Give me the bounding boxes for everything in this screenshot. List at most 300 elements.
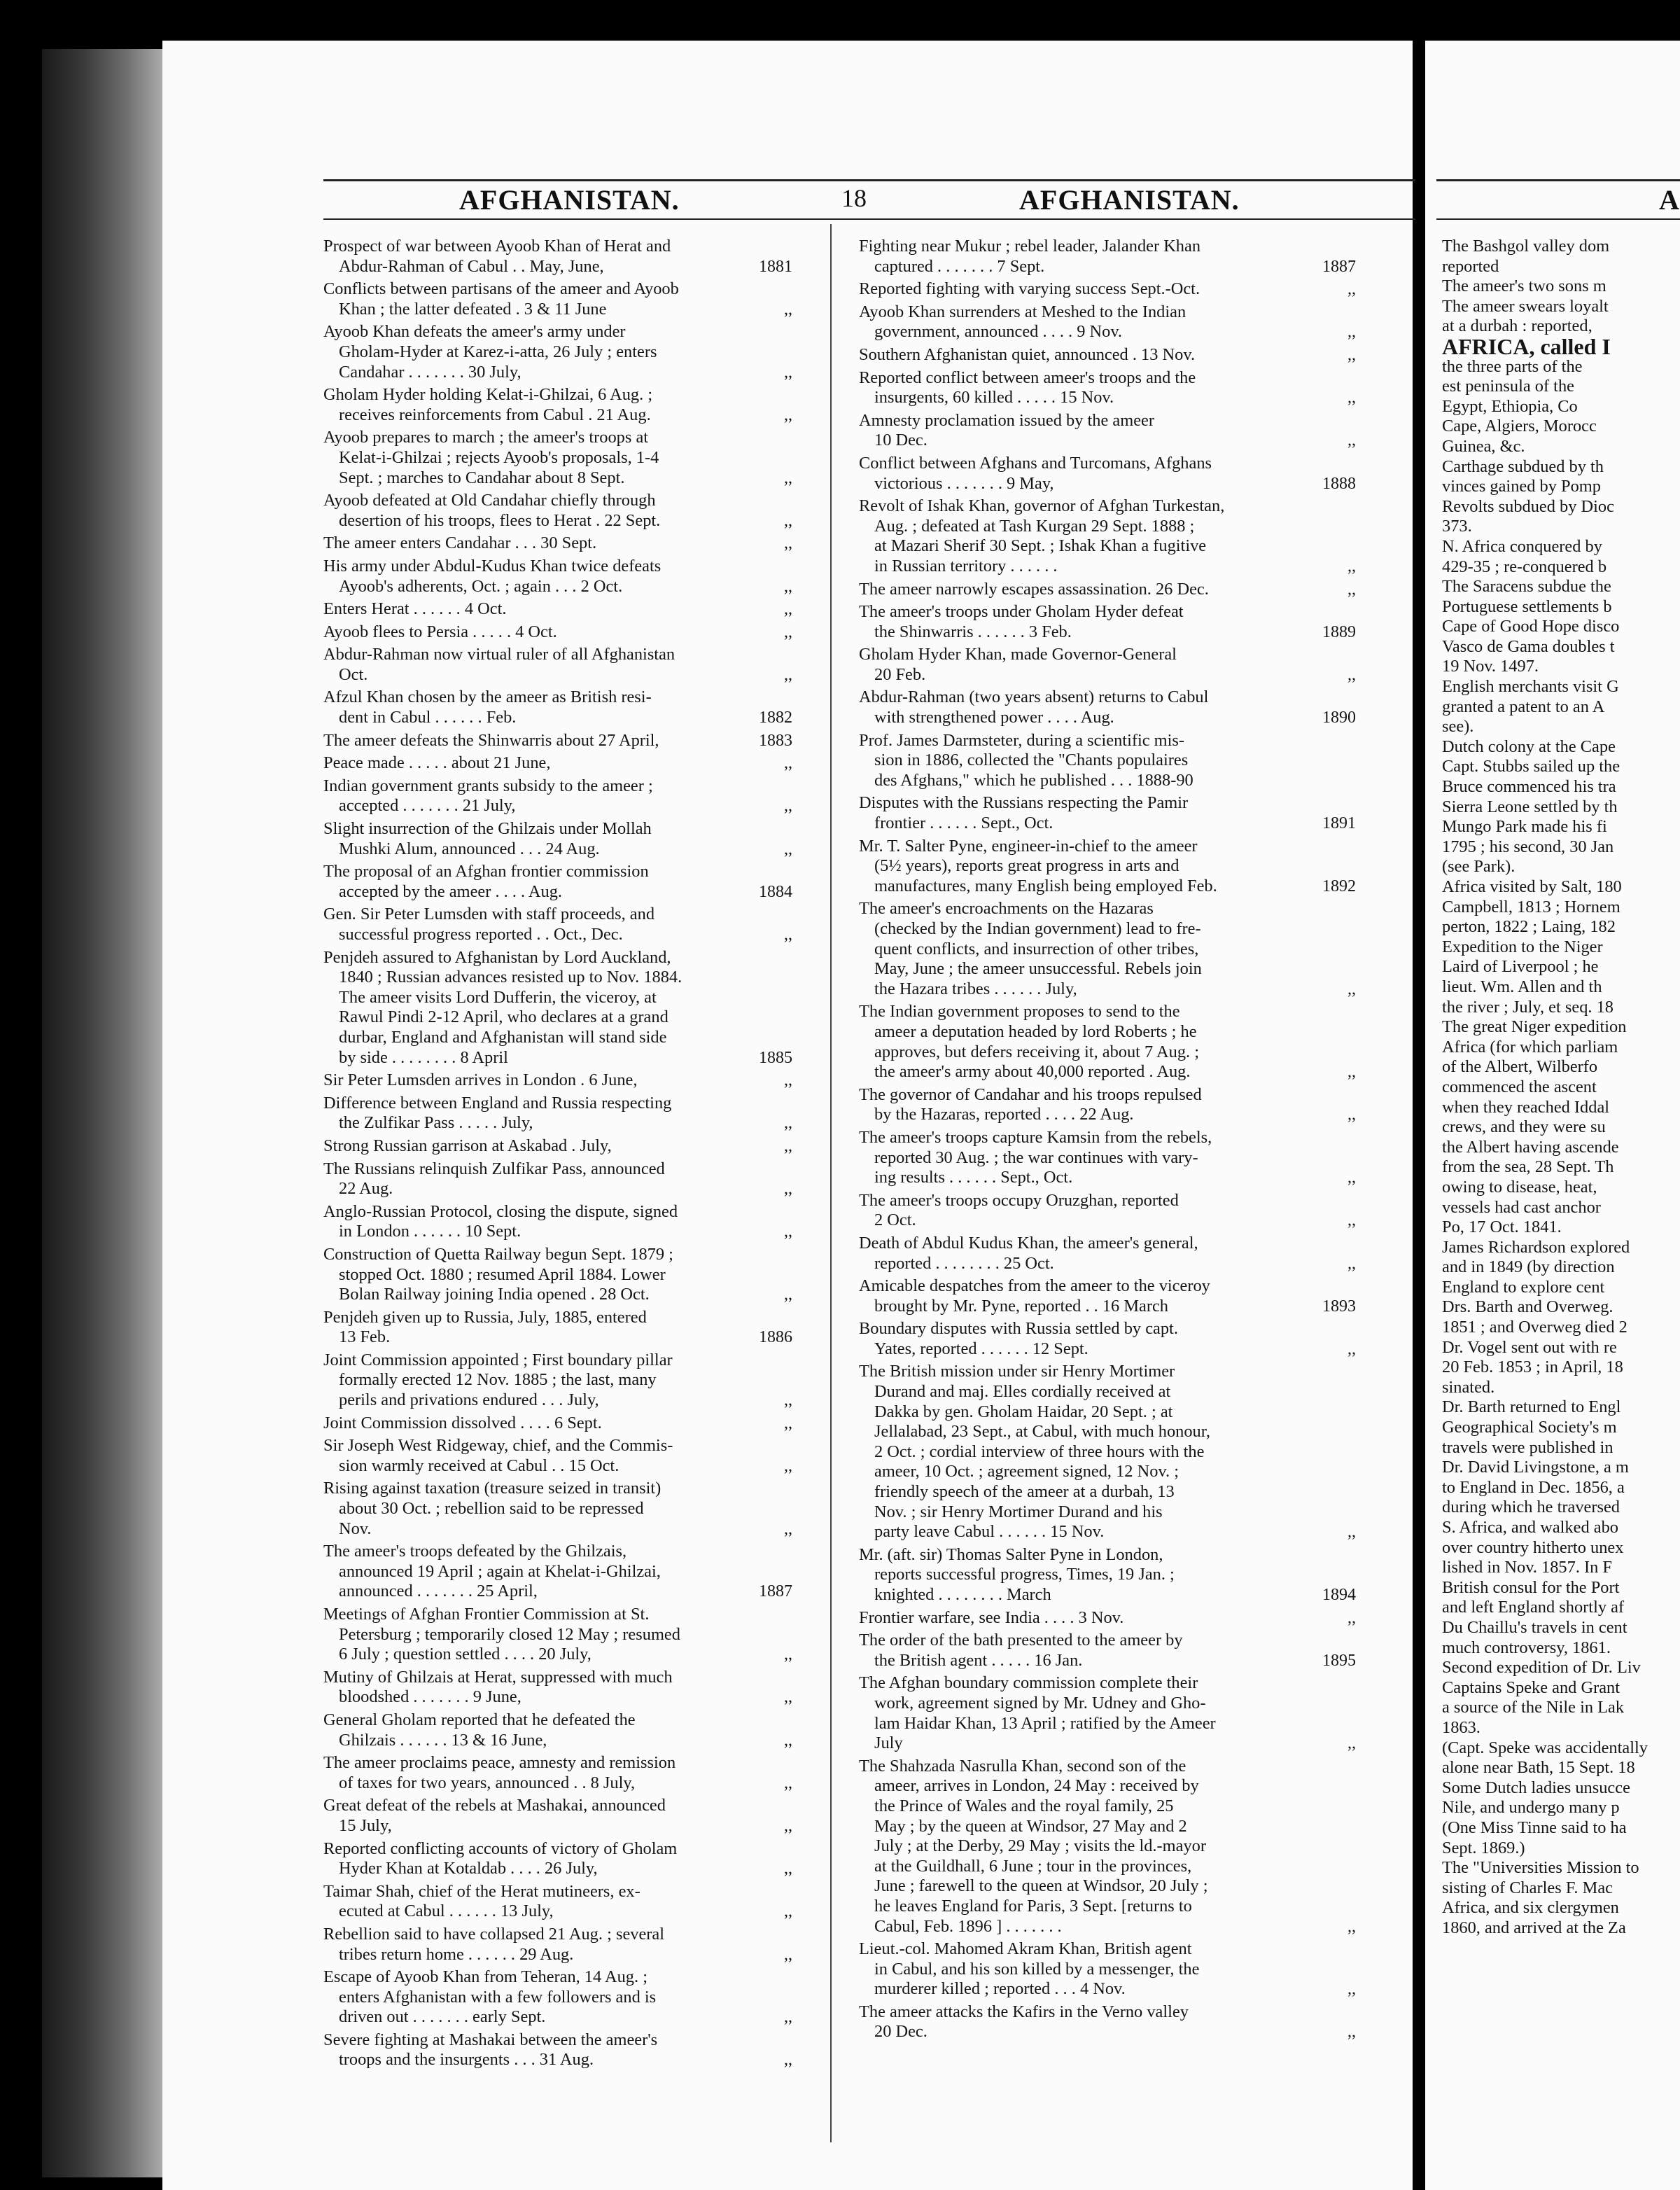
entry-line xyxy=(859,1979,1356,2000)
partial-line xyxy=(1442,757,1680,777)
entry-year: 1884 xyxy=(759,882,792,901)
partial-text: granted a patent to an A xyxy=(1442,697,1605,716)
entry-line xyxy=(323,1390,792,1411)
entry-line xyxy=(859,1565,1356,1585)
entry-text: 13 Feb. xyxy=(339,1327,391,1347)
entry-line xyxy=(323,491,792,511)
chronology-entry xyxy=(323,491,792,531)
chronology-entry xyxy=(323,776,792,816)
chronology-entry xyxy=(323,1967,792,2028)
partial-line xyxy=(1442,717,1680,737)
entry-line xyxy=(323,1519,792,1540)
entry-text: The order of the bath presented to the ameer by xyxy=(859,1631,1183,1650)
partial-text: Second expedition of Dr. Liv xyxy=(1442,1658,1641,1678)
entry-year: 1881 xyxy=(759,257,792,276)
entry-year: ,, xyxy=(1348,431,1356,450)
entry-year: ,, xyxy=(1348,1254,1356,1273)
partial-text: (Capt. Speke was accidentally xyxy=(1442,1738,1648,1757)
chronology-entry xyxy=(859,602,1356,642)
entry-text: The ameer's troops under Gholam Hyder defeat xyxy=(859,602,1184,622)
partial-line xyxy=(1442,1117,1680,1138)
entry-text: enters Afghanistan with a few followers and is xyxy=(339,1987,657,2007)
chronology-entry xyxy=(323,237,792,277)
entry-text: The governor of Candahar and his troops repulsed xyxy=(859,1084,1202,1104)
entry-year: ,, xyxy=(1348,1063,1356,1082)
partial-line xyxy=(1442,537,1680,557)
entry-text: (checked by the Indian government) lead to fre- xyxy=(874,919,1201,938)
partial-line xyxy=(1442,1278,1680,1298)
partial-text: and left England shortly af xyxy=(1442,1598,1625,1617)
chronology-entry xyxy=(323,1668,792,1708)
entry-line xyxy=(323,1967,792,1988)
entry-line xyxy=(323,363,792,383)
entry-text: Difference between England and Russia respecting xyxy=(323,1093,672,1113)
entry-text: approves, but defers receiving it, about 7 Aug. ; xyxy=(874,1042,1199,1061)
entry-line xyxy=(859,2002,1356,2023)
partial-text: British consul for the Port xyxy=(1442,1577,1620,1597)
entry-text: Amnesty proclamation issued by the ameer xyxy=(859,410,1154,430)
entry-text: The Afghan boundary commission complete their xyxy=(859,1673,1198,1693)
entry-line xyxy=(859,1382,1356,1402)
header-rule-bottom xyxy=(323,218,1415,220)
partial-line xyxy=(1442,1538,1680,1558)
partial-text: 20 Feb. 1853 ; in April, 18 xyxy=(1442,1358,1623,1377)
partial-text: the three parts of the xyxy=(1442,356,1583,376)
entry-text: The Russians relinquish Zulfikar Pass, announced xyxy=(323,1159,665,1178)
partial-text: of the Albert, Wilberfo xyxy=(1442,1057,1598,1077)
entry-line xyxy=(859,431,1356,451)
entry-text: of taxes for two years, announced . . 8 July, xyxy=(339,1773,636,1792)
entry-year: ,, xyxy=(784,300,792,319)
chronology-entry xyxy=(859,1545,1356,1605)
entry-text: sion in 1886, collected the "Chants populaires xyxy=(874,751,1189,770)
chronology-entry xyxy=(859,837,1356,897)
entry-text: 2 Oct. xyxy=(874,1211,916,1230)
entry-year: ,, xyxy=(1348,2023,1356,2042)
partial-text: vessels had cast anchor xyxy=(1442,1197,1601,1217)
entry-text: The ameer enters Candahar . . . 30 Sept. xyxy=(323,533,597,553)
entry-line xyxy=(323,688,792,708)
book-binding xyxy=(42,49,182,2177)
partial-text: N. Africa conquered by xyxy=(1442,536,1602,556)
entry-year: ,, xyxy=(784,797,792,816)
entry-year: 1888 xyxy=(1322,474,1356,493)
chronology-entry xyxy=(859,1608,1356,1628)
chronology-entry xyxy=(859,345,1356,365)
entry-line xyxy=(323,448,792,468)
chronology-entry xyxy=(323,1202,792,1242)
entry-text: Southern Afghanistan quiet, announced . 13 Nov. xyxy=(859,344,1196,364)
entry-year: ,, xyxy=(784,363,792,382)
chronology-entry xyxy=(323,645,792,685)
partial-text: James Richardson explored xyxy=(1442,1237,1630,1257)
entry-line xyxy=(859,1757,1356,1777)
partial-line xyxy=(1442,1138,1680,1158)
entry-line xyxy=(323,1542,792,1562)
entry-line xyxy=(859,1442,1356,1463)
entry-line xyxy=(323,385,792,405)
partial-text: The Saracens subdue the xyxy=(1442,577,1611,597)
partial-text: Laird of Liverpool ; he xyxy=(1442,957,1599,977)
partial-text: sinated. xyxy=(1442,1377,1495,1397)
entry-year: ,, xyxy=(784,2051,792,2070)
entry-line xyxy=(323,511,792,531)
entry-line xyxy=(859,1734,1356,1754)
entry-text: announced . . . . . . . 25 April, xyxy=(339,1582,538,1601)
partial-line xyxy=(1442,1418,1680,1438)
entry-line xyxy=(859,622,1356,643)
partial-text: Some Dutch ladies unsucce xyxy=(1442,1778,1630,1797)
entry-line xyxy=(859,1148,1356,1169)
entry-text: 6 July ; question settled . . . . 20 July, xyxy=(339,1645,592,1664)
entry-line xyxy=(859,665,1356,685)
chronology-entry xyxy=(323,1479,792,1539)
chronology-entry xyxy=(323,1094,792,1134)
entry-year: ,, xyxy=(784,622,792,641)
partial-text: 1851 ; and Overweg died 2 xyxy=(1442,1318,1628,1337)
partial-line xyxy=(1442,977,1680,998)
partial-text: reported xyxy=(1442,256,1499,276)
entry-line xyxy=(323,968,792,988)
partial-text: and in 1849 (by direction xyxy=(1442,1257,1615,1277)
entry-line xyxy=(323,645,792,665)
partial-line xyxy=(1442,417,1680,437)
chronology-entry xyxy=(859,899,1356,999)
entry-text: Strong Russian garrison at Askabad . July, xyxy=(323,1136,612,1155)
partial-line xyxy=(1442,1638,1680,1659)
partial-line xyxy=(1442,657,1680,677)
entry-year: ,, xyxy=(784,1645,792,1664)
entry-line xyxy=(859,793,1356,814)
entry-text: insurgents, 60 killed . . . . . 15 Nov. xyxy=(874,388,1114,407)
partial-text: English merchants visit G xyxy=(1442,677,1619,697)
entry-line xyxy=(323,257,792,277)
entry-line xyxy=(859,1297,1356,1317)
entry-text: in Russian territory . . . . . . xyxy=(874,556,1058,576)
entry-text: announced 19 April ; again at Khelat-i-Ghilzai, xyxy=(339,1561,661,1581)
entry-year: ,, xyxy=(784,926,792,944)
entry-text: Ayoob's adherents, Oct. ; again . . . 2 Oct. xyxy=(339,576,623,596)
partial-text: Vasco de Gama doubles t xyxy=(1442,636,1615,656)
entry-text: July xyxy=(874,1734,903,1753)
entry-text: Nov. ; sir Henry Mortimer Durand and his xyxy=(874,1502,1163,1521)
entry-line xyxy=(323,1159,792,1180)
chronology-entry xyxy=(323,385,792,425)
entry-year: ,, xyxy=(784,839,792,858)
entry-line xyxy=(323,796,792,816)
chronology-entry xyxy=(323,948,792,1068)
page-number: 18 xyxy=(841,184,867,212)
entry-year: ,, xyxy=(784,665,792,684)
entry-year: ,, xyxy=(1348,280,1356,299)
entry-text: Ayoob Khan surrenders at Meshed to the Indian xyxy=(859,302,1186,321)
entry-text: dent in Cabul . . . . . . Feb. xyxy=(339,708,517,727)
entry-line xyxy=(859,345,1356,365)
entry-line xyxy=(323,1179,792,1199)
partial-line xyxy=(1442,737,1680,758)
entry-line xyxy=(859,837,1356,857)
chronology-entry xyxy=(323,1070,792,1091)
partial-text: (see Park). xyxy=(1442,857,1516,877)
entry-line xyxy=(859,1362,1356,1382)
entry-line xyxy=(323,1582,792,1602)
entry-text: Conflicts between partisans of the ameer and Ayoob xyxy=(323,279,679,299)
partial-line xyxy=(1442,1397,1680,1418)
entry-year: 1893 xyxy=(1322,1297,1356,1316)
chronology-entry xyxy=(323,1796,792,1836)
chronology-entry xyxy=(859,1319,1356,1359)
chronology-entry xyxy=(859,1757,1356,1937)
entry-text: bloodshed . . . . . . . 9 June, xyxy=(339,1687,522,1707)
entry-year: ,, xyxy=(1348,979,1356,998)
chronology-entry xyxy=(859,1002,1356,1082)
entry-line xyxy=(859,877,1356,897)
entry-text: des Afghans," which he published . . . 1888-90 xyxy=(874,770,1194,790)
partial-line xyxy=(1442,677,1680,697)
partial-line xyxy=(1442,1798,1680,1818)
entry-line xyxy=(859,1022,1356,1042)
entry-text: Lieut.-col. Mahomed Akram Khan, British agent xyxy=(859,1939,1192,1959)
entry-line xyxy=(323,988,792,1008)
partial-text: Nile, and undergo many p xyxy=(1442,1798,1620,1818)
partial-text: see). xyxy=(1442,717,1474,737)
entry-text: Death of Abdul Kudus Khan, the ameer's general, xyxy=(859,1233,1198,1253)
entry-line xyxy=(323,2007,792,2028)
partial-line xyxy=(1442,1598,1680,1618)
middle-column xyxy=(859,237,1356,2042)
entry-year: ,, xyxy=(1348,1169,1356,1187)
partial-line xyxy=(1442,497,1680,517)
partial-line xyxy=(1442,1098,1680,1118)
entry-line xyxy=(859,1631,1356,1651)
entry-line xyxy=(323,1456,792,1477)
entry-line xyxy=(859,1817,1356,1837)
partial-line xyxy=(1442,1297,1680,1318)
entry-line xyxy=(859,1191,1356,1211)
entry-year: ,, xyxy=(1348,1106,1356,1124)
entry-year: ,, xyxy=(784,1180,792,1199)
chronology-entry xyxy=(323,731,792,751)
partial-text: The ameer swears loyalt xyxy=(1442,296,1609,316)
entry-year: ,, xyxy=(784,1456,792,1475)
entry-text: May, June ; the ameer unsuccessful. Rebels join xyxy=(874,959,1202,979)
entry-text: troops and the insurgents . . . 31 Aug. xyxy=(339,2050,594,2070)
entry-year: ,, xyxy=(1348,389,1356,407)
entry-text: the British agent . . . . . 16 Jan. xyxy=(874,1650,1083,1670)
partial-line xyxy=(1442,1758,1680,1778)
partial-line xyxy=(1442,998,1680,1018)
entry-line xyxy=(859,322,1356,342)
entry-line xyxy=(859,557,1356,577)
chronology-entry xyxy=(859,645,1356,685)
entry-text: Gholam Hyder Khan, made Governor-General xyxy=(859,645,1177,664)
entry-line xyxy=(859,411,1356,431)
partial-text: Carthage subdued by th xyxy=(1442,456,1604,476)
partial-text: Captains Speke and Grant xyxy=(1442,1678,1620,1697)
entry-line xyxy=(859,580,1356,600)
partial-line xyxy=(1442,277,1680,297)
entry-line xyxy=(323,1859,792,1879)
entry-text: successful progress reported . . Oct., Dec. xyxy=(339,925,623,944)
entry-text: victorious . . . . . . . 9 May, xyxy=(874,473,1054,493)
left-column xyxy=(323,237,792,2070)
entry-year: ,, xyxy=(784,754,792,773)
entry-year: ,, xyxy=(1348,1523,1356,1542)
entry-line xyxy=(859,1462,1356,1482)
chronology-entry xyxy=(859,454,1356,494)
entry-text: The ameer narrowly escapes assassination. 26 Dec. xyxy=(859,579,1209,599)
entry-text: government, announced . . . . 9 Nov. xyxy=(874,322,1123,342)
partial-line xyxy=(1442,1257,1680,1278)
entry-text: June ; farewell to the queen at Windsor, 20 July ; xyxy=(874,1876,1208,1896)
entry-line xyxy=(323,300,792,320)
entry-line xyxy=(323,342,792,363)
entry-line xyxy=(859,1836,1356,1857)
entry-line xyxy=(323,753,792,774)
entry-line xyxy=(859,1276,1356,1297)
partial-line xyxy=(1442,1518,1680,1538)
entry-text: Oct. xyxy=(339,664,368,684)
entry-line xyxy=(323,948,792,968)
next-page-header: A xyxy=(1659,184,1680,216)
partial-text: the Albert having ascende xyxy=(1442,1137,1619,1157)
entry-year: ,, xyxy=(1348,1917,1356,1936)
entry-line xyxy=(859,2022,1356,2042)
chronology-entry xyxy=(859,1128,1356,1188)
partial-text: Dr. Vogel sent out with re xyxy=(1442,1337,1617,1357)
partial-line xyxy=(1442,837,1680,858)
partial-text: 1860, and arrived at the Za xyxy=(1442,1918,1626,1937)
partial-line xyxy=(1442,1358,1680,1378)
entry-text: Mr. (aft. sir) Thomas Salter Pyne in London, xyxy=(859,1544,1163,1564)
chronology-entry xyxy=(323,428,792,488)
entry-text: he leaves England for Paris, 3 Sept. [returns to xyxy=(874,1896,1192,1916)
entry-line xyxy=(859,1128,1356,1148)
entry-year: ,, xyxy=(784,405,792,424)
chronology-entry xyxy=(859,279,1356,300)
entry-text: ing results . . . . . . Sept., Oct. xyxy=(874,1168,1073,1187)
entry-text: Durand and maj. Elles cordially received at xyxy=(874,1382,1171,1402)
entry-text: receives reinforcements from Cabul . 21 Aug. xyxy=(339,405,651,424)
partial-text: 429-35 ; re-conquered b xyxy=(1442,557,1607,576)
entry-text: Prospect of war between Ayoob Khan of Herat and xyxy=(323,237,671,256)
partial-text: 1795 ; his second, 30 Jan xyxy=(1442,837,1614,856)
partial-text: the river ; July, et seq. 18 xyxy=(1442,997,1614,1017)
entry-line xyxy=(323,2030,792,2051)
partial-line xyxy=(1442,1038,1680,1058)
partial-line xyxy=(1442,857,1680,877)
entry-line xyxy=(859,1876,1356,1897)
entry-line xyxy=(859,899,1356,919)
partial-text: during which he traversed xyxy=(1442,1498,1620,1517)
entry-year: 1883 xyxy=(759,731,792,750)
entry-text: ameer, 10 Oct. ; agreement signed, 12 Nov. ; xyxy=(874,1462,1179,1481)
entry-line xyxy=(323,1285,792,1305)
partial-text: Africa visited by Salt, 180 xyxy=(1442,877,1622,896)
entry-text: knighted . . . . . . . . March xyxy=(874,1585,1051,1604)
entry-text: Khan ; the latter defeated . 3 & 11 June xyxy=(339,299,607,319)
entry-year: ,, xyxy=(1348,1211,1356,1230)
entry-text: Anglo-Russian Protocol, closing the dispute, signed xyxy=(323,1201,678,1221)
partial-line xyxy=(1442,1017,1680,1038)
partial-line xyxy=(1442,257,1680,277)
entry-line xyxy=(323,1136,792,1157)
chronology-entry xyxy=(323,622,792,643)
chronology-entry xyxy=(323,1925,792,1965)
entry-year: ,, xyxy=(784,1114,792,1133)
entry-text: (5½ years), reports great progress in arts and xyxy=(874,856,1180,876)
partial-line xyxy=(1442,898,1680,918)
entry-line xyxy=(859,771,1356,791)
partial-text: 19 Nov. 1497. xyxy=(1442,657,1539,676)
entry-text: Nov. xyxy=(339,1519,372,1538)
partial-line xyxy=(1442,1438,1680,1458)
entry-line xyxy=(323,622,792,643)
entry-year: 1890 xyxy=(1322,709,1356,727)
entry-text: Abdur-Rahman now virtual ruler of all Afghanistan xyxy=(323,645,676,664)
entry-line xyxy=(859,1502,1356,1523)
entry-text: formally erected 12 Nov. 1885 ; the last, many xyxy=(339,1370,657,1390)
entry-text: The ameer proclaims peace, amnesty and remission xyxy=(323,1753,676,1773)
entry-text: July ; at the Derby, 29 May ; visits the ld.-mayor xyxy=(874,1836,1206,1856)
entry-line xyxy=(859,1694,1356,1714)
partial-text: The ameer's two sons m xyxy=(1442,277,1606,296)
partial-text: The Bashgol valley dom xyxy=(1442,237,1610,256)
chronology-entry xyxy=(859,411,1356,451)
entry-text: Indian government grants subsidy to the ameer ; xyxy=(323,776,653,795)
entry-line xyxy=(323,1414,792,1434)
partial-text: lished in Nov. 1857. In F xyxy=(1442,1558,1613,1577)
partial-text: owing to disease, heat, xyxy=(1442,1177,1597,1197)
partial-text: The "Universities Mission to xyxy=(1442,1858,1639,1878)
entry-line xyxy=(323,862,792,882)
entry-line xyxy=(859,1339,1356,1360)
partial-text: Cape, Algiers, Morocc xyxy=(1442,417,1597,436)
chronology-entry xyxy=(323,279,792,319)
entry-line xyxy=(859,1917,1356,1937)
chronology-entry xyxy=(323,599,792,620)
entry-text: Jellalabad, 23 Sept., at Cabul, with much honour, xyxy=(874,1422,1210,1442)
partial-text: AFRICA, called I xyxy=(1442,333,1611,359)
right-running-header: AFGHANISTAN. xyxy=(1019,184,1240,216)
chronology-entry xyxy=(859,1673,1356,1753)
partial-line xyxy=(1442,1578,1680,1598)
entry-text: Reported conflicting accounts of victory of Gholam xyxy=(323,1839,678,1858)
entry-line xyxy=(323,322,792,342)
partial-line xyxy=(1442,1839,1680,1859)
entry-year: ,, xyxy=(784,1414,792,1432)
partial-line xyxy=(1442,1198,1680,1218)
entry-text: Severe fighting at Mashakai between the ameer's xyxy=(323,2030,658,2049)
entry-line xyxy=(859,645,1356,665)
entry-line xyxy=(859,814,1356,834)
entry-line xyxy=(323,1816,792,1836)
entry-line xyxy=(323,882,792,902)
entry-text: Bolan Railway joining India opened . 28 Oct. xyxy=(339,1285,650,1304)
chronology-entry xyxy=(859,731,1356,791)
chronology-entry xyxy=(323,862,792,902)
entry-text: Rebellion said to have collapsed 21 Aug. ; several xyxy=(323,1924,665,1944)
chronology-entry xyxy=(859,688,1356,727)
entry-text: durbar, England and Afghanistan will stand side xyxy=(339,1027,667,1047)
chronology-entry xyxy=(323,905,792,944)
entry-text: in London . . . . . . 10 Sept. xyxy=(339,1222,522,1241)
entry-line xyxy=(323,1265,792,1285)
entry-year: 1882 xyxy=(759,709,792,727)
entry-text: Disputes with the Russians respecting the Pamir xyxy=(859,793,1189,813)
entry-line xyxy=(323,1370,792,1390)
partial-line xyxy=(1442,1178,1680,1198)
